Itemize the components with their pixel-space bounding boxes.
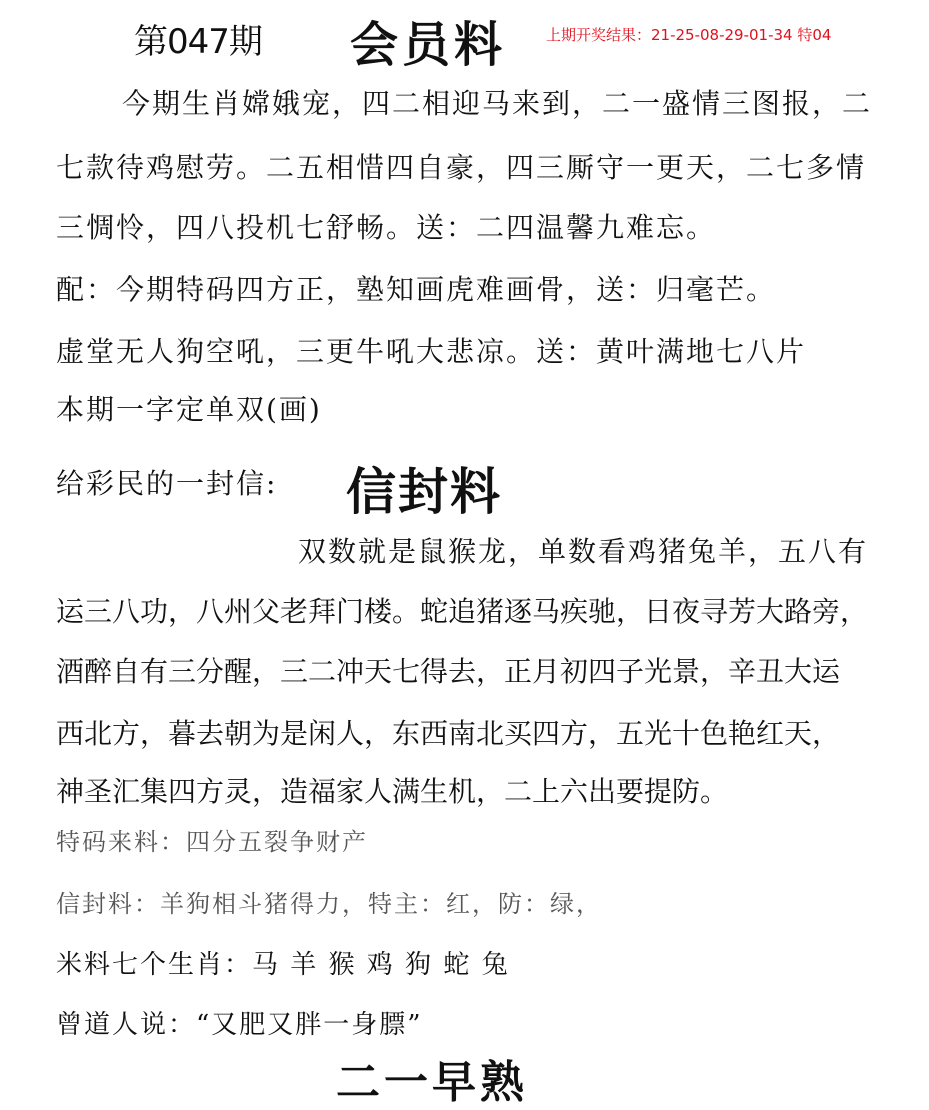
seven-zodiac-note: 米料七个生肖：马 羊 猴 鸡 狗 蛇 兔 <box>56 950 510 980</box>
page-title: 会员料 <box>350 17 507 73</box>
letter-line-3: 酒醉自有三分醒，三二冲天七得去，正月初四子光景，辛丑大运 <box>56 655 841 688</box>
extra-line-2: 虚堂无人狗空吼，三更牛吼大悲凉。送：黄叶满地七八片 <box>56 335 807 368</box>
letter-label: 给彩民的一封信: <box>56 467 278 500</box>
letter-line-5: 神圣汇集四方灵，造福家人满生机，二上六出要提防。 <box>56 775 729 808</box>
member-poem-line-2: 七款待鸡慰劳。二五相惜四自豪，四三厮守一更天，二七多情 <box>56 151 867 184</box>
issue-number: 第047期 <box>134 22 262 62</box>
extra-line-3: 本期一字定单双(画) <box>56 393 322 426</box>
envelope-note: 信封料：羊狗相斗猪得力，特主：红，防：绿， <box>56 890 602 918</box>
letter-line-4: 西北方，暮去朝为是闲人，东西南北买四方，五光十色艳红天， <box>56 717 841 750</box>
envelope-title: 信封料 <box>346 462 502 521</box>
member-poem-line-1: 今期生肖嫦娥宠，四二相迎马来到，二一盛情三图报，二 <box>122 87 873 120</box>
member-poem-line-3: 三惆怜，四八投机七舒畅。送：二四温馨九难忘。 <box>56 211 717 244</box>
letter-line-2: 运三八功，八州父老拜门楼。蛇追猪逐马疾驰，日夜寻芳大路旁， <box>56 595 869 628</box>
extra-line-1: 配：今期特码四方正，塾知画虎难画骨，送：归毫芒。 <box>56 273 777 306</box>
letter-line-1: 双数就是鼠猴龙，单数看鸡猪兔羊，五八有 <box>298 535 869 568</box>
last-draw-result: 上期开奖结果：21-25-08-29-01-34 特04 <box>546 26 832 44</box>
special-code-note: 特码来料：四分五裂争财产 <box>56 828 368 856</box>
saying-note: 曾道人说：“又肥又胖一身膘” <box>56 1010 423 1040</box>
footer-title: 二一早熟 <box>336 1057 528 1108</box>
